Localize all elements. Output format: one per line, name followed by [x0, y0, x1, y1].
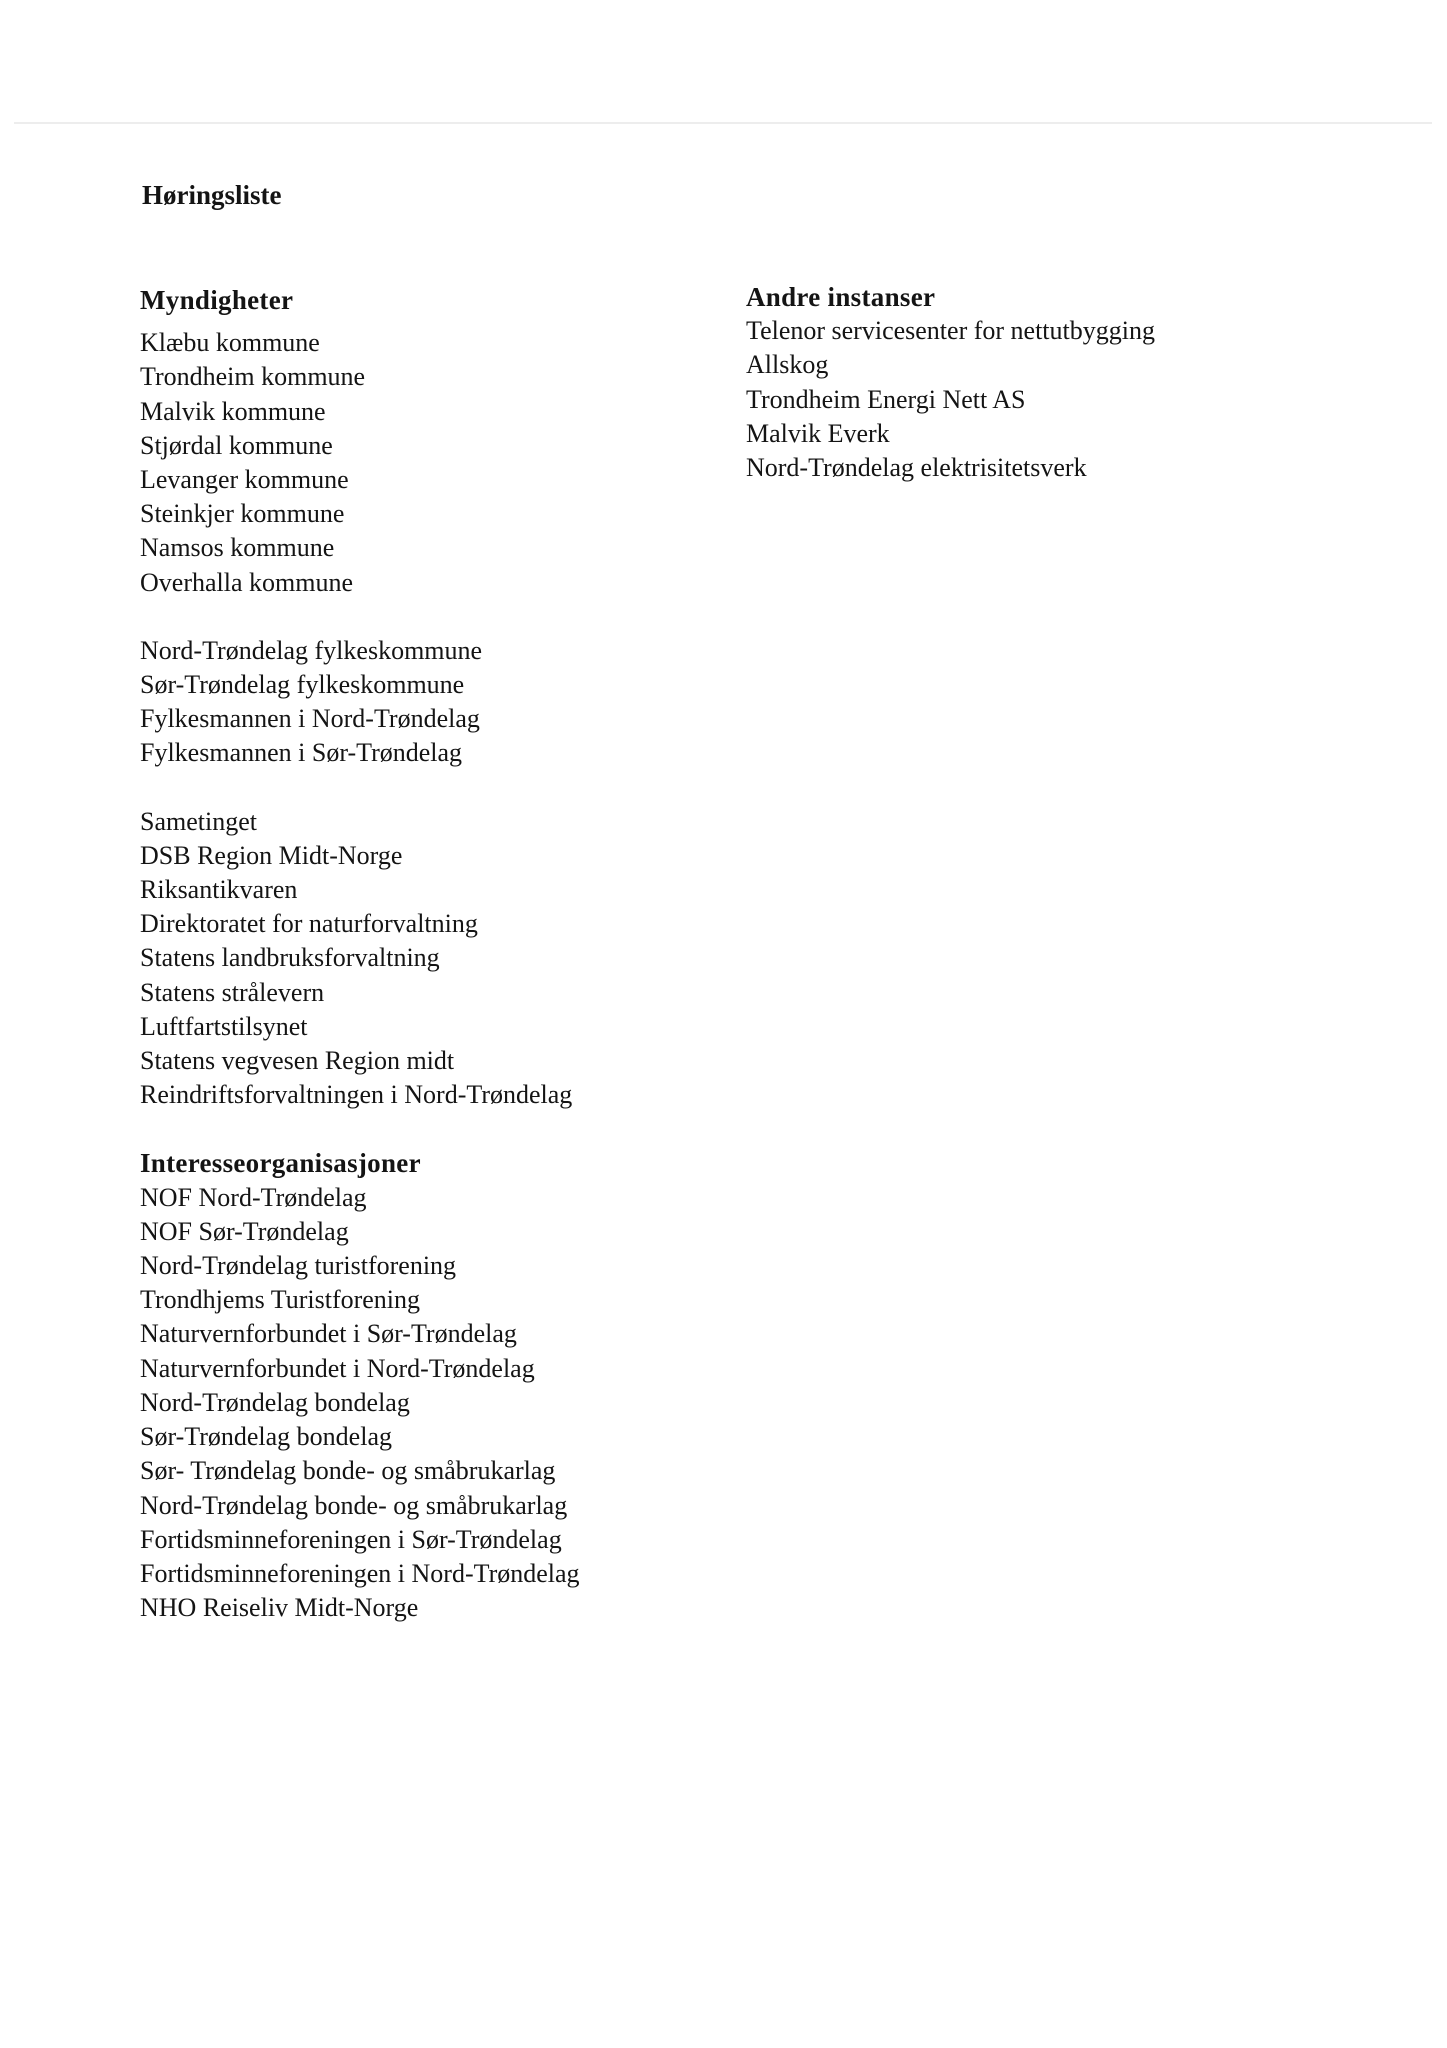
- list-item: Nord-Trøndelag bondelag: [140, 1387, 410, 1417]
- list-item: Direktoratet for naturforvaltning: [140, 909, 478, 939]
- list-item: Fylkesmannen i Sør-Trøndelag: [140, 738, 463, 768]
- left-column: [140, 283, 580, 1625]
- statlige-list: [140, 805, 580, 1113]
- statlige-section: [140, 805, 580, 1113]
- list-item: Luftfartstilsynet: [140, 1011, 308, 1041]
- list-item: Trondheim kommune: [140, 362, 366, 392]
- list-item: Statens landbruksforvaltning: [140, 943, 440, 973]
- list-item: NOF Sør-Trøndelag: [140, 1216, 349, 1246]
- list-item: Telenor servicesenter for nettutbygging: [746, 316, 1155, 346]
- list-item: Sør-Trøndelag fylkeskommune: [140, 670, 465, 700]
- myndigheter-kommuner-section: [140, 283, 580, 600]
- list-item: Fortidsminneforeningen i Nord-Trøndelag: [140, 1558, 580, 1588]
- interesseorganisasjoner-section: [140, 1146, 580, 1625]
- list-item: Stjørdal kommune: [140, 430, 333, 460]
- list-item: Sør- Trøndelag bonde- og småbrukarlag: [140, 1456, 556, 1486]
- list-item: Reindriftsforvaltningen i Nord-Trøndelag: [140, 1080, 573, 1110]
- interesseorganisasjoner-heading: Interesseorganisasjoner: [140, 1148, 421, 1179]
- andre-instanser-section: [746, 280, 1155, 485]
- list-item: Sør-Trøndelag bondelag: [140, 1422, 392, 1452]
- list-item: Malvik kommune: [140, 396, 326, 426]
- list-item: Allskog: [746, 350, 829, 380]
- list-item: Nord-Trøndelag fylkeskommune: [140, 635, 483, 665]
- andre-instanser-heading: Andre instanser: [746, 282, 936, 312]
- list-item: NHO Reiseliv Midt-Norge: [140, 1593, 419, 1623]
- andre-instanser-list: [746, 314, 1155, 485]
- list-item: Levanger kommune: [140, 465, 349, 495]
- list-item: Naturvernforbundet i Sør-Trøndelag: [140, 1319, 517, 1349]
- right-column: [746, 280, 1155, 485]
- list-item: Nord-Trøndelag bonde- og småbrukarlag: [140, 1490, 568, 1520]
- list-item: Overhalla kommune: [140, 567, 353, 597]
- kommuner-list: [140, 326, 580, 600]
- list-item: Trondhjems Turistforening: [140, 1285, 421, 1315]
- list-item: Nord-Trøndelag turistforening: [140, 1251, 457, 1281]
- interesseorganisasjoner-list: [140, 1181, 580, 1626]
- list-item: Riksantikvaren: [140, 875, 298, 905]
- page-title: Høringsliste: [142, 180, 282, 210]
- list-item: Fortidsminneforeningen i Sør-Trøndelag: [140, 1524, 562, 1554]
- list-item: Klæbu kommune: [140, 328, 320, 358]
- list-item: DSB Region Midt-Norge: [140, 840, 403, 870]
- list-item: Sametinget: [140, 806, 257, 836]
- list-item: Steinkjer kommune: [140, 499, 345, 529]
- fylke-list: [140, 634, 580, 771]
- list-item: Nord-Trøndelag elektrisitetsverk: [746, 453, 1087, 483]
- myndigheter-heading: Myndigheter: [140, 285, 294, 315]
- list-item: Naturvernforbundet i Nord-Trøndelag: [140, 1353, 535, 1383]
- list-item: Trondheim Energi Nett AS: [746, 384, 1026, 414]
- list-item: Statens vegvesen Region midt: [140, 1046, 455, 1076]
- list-item: Namsos kommune: [140, 533, 335, 563]
- list-item: NOF Nord-Trøndelag: [140, 1182, 367, 1212]
- list-item: Statens strålevern: [140, 977, 325, 1007]
- list-item: Malvik Everk: [746, 418, 890, 448]
- fylke-section: [140, 634, 580, 771]
- list-item: Fylkesmannen i Nord-Trøndelag: [140, 704, 480, 734]
- scan-edge-line: [14, 122, 1432, 124]
